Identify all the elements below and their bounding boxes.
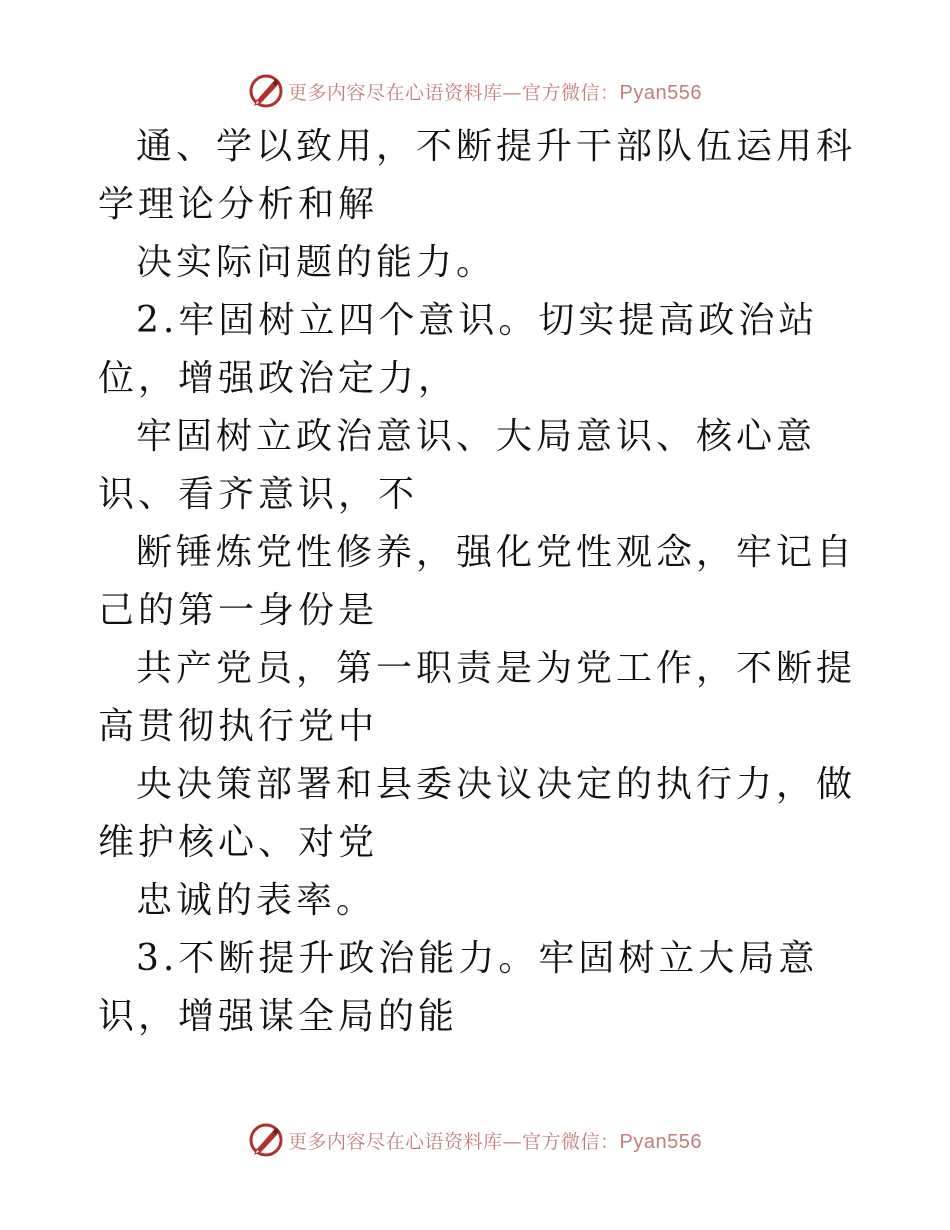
wechat-id: Pyan556 <box>619 1130 702 1153</box>
paragraph-7: 央决策部署和县委决议决定的执行力，做维护核心、对党 <box>98 764 857 863</box>
paragraph-2: 决实际问题的能力。 <box>136 242 497 283</box>
paragraph-1: 通、学以致用，不断提升干部队伍运用科学理论分析和解 <box>98 126 857 225</box>
paragraph-5: 断锤炼党性修养，强化党性观念，牢记自己的第一身份是 <box>98 532 857 631</box>
header-watermark <box>0 71 950 111</box>
footer-watermark <box>0 1120 950 1160</box>
paragraph-4: 牢固树立政治意识、大局意识、核心意识、看齐意识，不 <box>98 416 817 515</box>
pen-logo-icon <box>248 73 284 109</box>
paragraph-3: 2.牢固树立四个意识。切实提高政治站位，增强政治定力， <box>98 300 819 399</box>
paragraph-6: 共产党员，第一职责是为党工作，不断提高贯彻执行党中 <box>98 648 857 747</box>
wechat-id: Pyan556 <box>619 81 702 104</box>
pen-logo-icon <box>248 1122 284 1158</box>
paragraph-8: 忠诚的表率。 <box>136 880 377 921</box>
watermark-text: 更多内容尽在心语资料库—官方微信： <box>288 81 620 104</box>
watermark-text: 更多内容尽在心语资料库—官方微信： <box>288 1130 620 1153</box>
document-body <box>98 118 858 1046</box>
paragraph-9: 3.不断提升政治能力。牢固树立大局意识，增强谋全局的能 <box>98 938 819 1037</box>
